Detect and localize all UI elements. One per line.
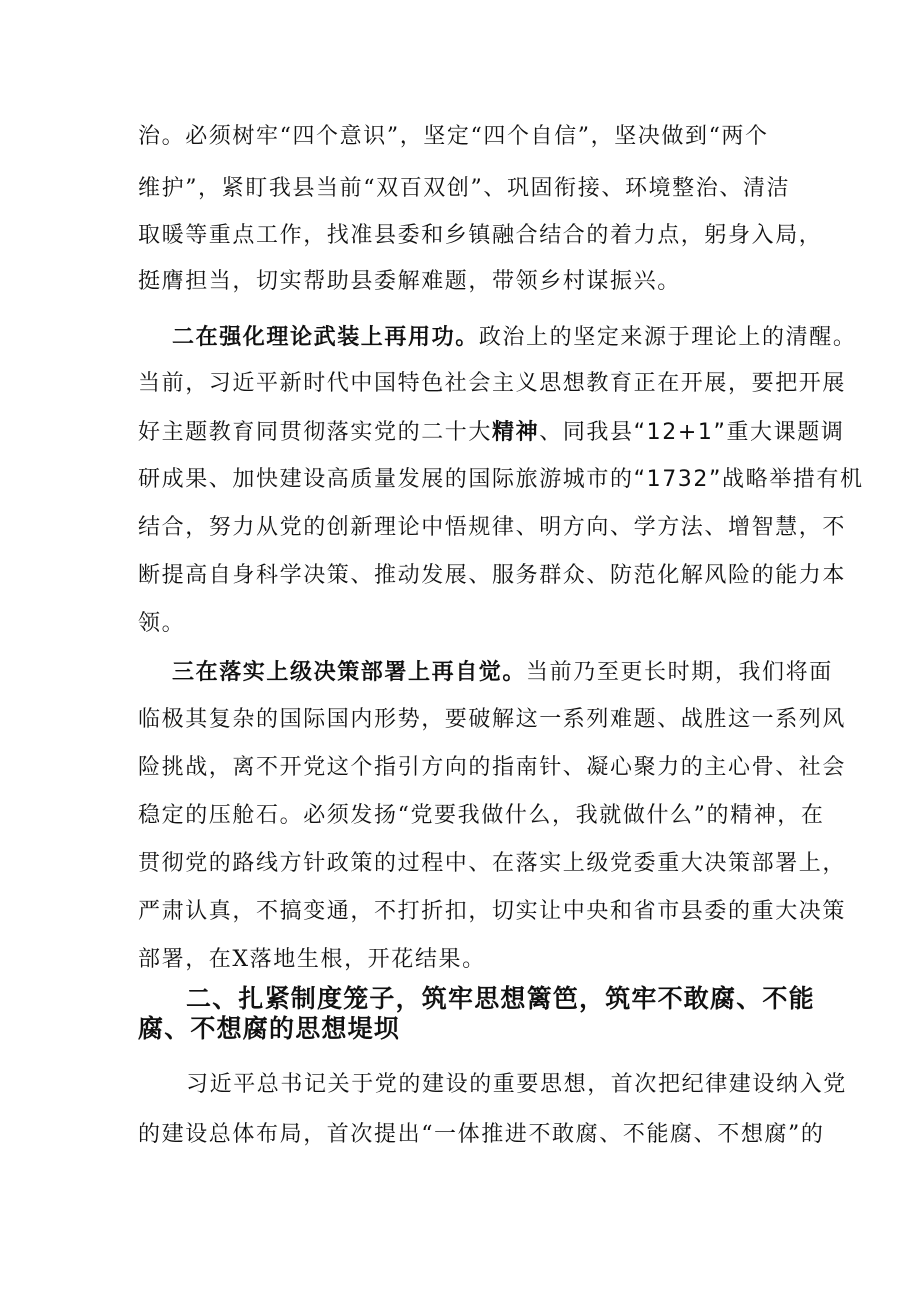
paragraph-3-line-4: 稳定的压舱石。必须发扬“党要我做什么，我就做什么”的精神，在: [138, 803, 825, 828]
paragraph-1-line-4: 挺膺担当，切实帮助县委解难题，带领乡村谋振兴。: [138, 269, 681, 294]
paragraph-2-line-3-d: 重大课题调: [726, 420, 845, 445]
paragraph-2-heading: 二在强化理论武装上再用功。: [172, 324, 479, 350]
paragraph-2-line-3-bold: 精神: [492, 419, 540, 445]
paragraph-3-line-5: 贯彻党的路线方针政策的过程中、在落实上级党委重大决策部署上，: [138, 851, 847, 876]
paragraph-2-line-7: 领。: [138, 611, 186, 636]
paragraph-3-line-2: 临极其复杂的国际国内形势，要破解这一系列难题、战胜这一系列风: [138, 707, 847, 732]
paragraph-2-line-3: [138, 417, 844, 448]
paragraph-3-line-6: 严肃认真，不搞变通，不打折扣，切实让中央和省市县委的重大决策: [138, 899, 847, 924]
paragraph-4-line-1: 习近平总书记关于党的建设的重要思想，首次把纪律建设纳入党: [186, 1072, 847, 1097]
paragraph-2-line-2: 当前，习近平新时代中国特色社会主义思想教育正在开展，要把开展: [138, 371, 847, 396]
paragraph-1-line-1: 治。必须树牢“四个意识”，坚定“四个自信”，坚决做到“两个: [138, 124, 769, 149]
paragraph-3-heading: 三在落实上级决策部署上再自觉。: [172, 659, 527, 685]
paragraph-1-line-3: 取暖等重点工作，找准县委和乡镇融合结合的着力点，躬身入局，: [138, 223, 823, 248]
paragraph-2-line-1: [172, 322, 856, 353]
paragraph-3-line-1-text: 当前乃至更长时期，我们将面: [526, 660, 833, 685]
paragraph-3-line-1: [172, 657, 833, 688]
paragraph-2-line-3-c: “12+1”: [633, 420, 727, 445]
paragraph-2-line-1-text: 政治上的坚定来源于理论上的清醒。: [478, 325, 857, 350]
paragraph-2-line-4-a: 研成果、加快建设高质量发展的国际旅游城市的: [138, 467, 634, 492]
paragraph-3-line-3: 险挑战，离不开党这个指引方向的指南针、凝心聚力的主心骨、社会: [138, 755, 847, 780]
paragraph-1-line-2: 维护”，紧盯我县当前“双百双创”、巩固衔接、环境整治、清洁: [138, 176, 791, 201]
section-2-title-line-1: 二、扎紧制度笼子，筑牢思想篱笆，筑牢不敢腐、不能: [186, 984, 815, 1013]
paragraph-2-line-4-c: 战略举措有机: [722, 467, 864, 492]
paragraph-2-line-4-b: “1732”: [633, 467, 722, 492]
paragraph-2-line-3-b: 、同我县: [539, 420, 634, 445]
paragraph-3-line-7: 部署，在X落地生根，开花结果。: [138, 947, 486, 972]
paragraph-2-line-6: 断提高自身科学决策、推动发展、服务群众、防范化解风险的能力本: [138, 563, 847, 588]
paragraph-2-line-4: [138, 465, 864, 495]
paragraph-2-line-3-a: 好主题教育同贯彻落实党的二十大: [138, 420, 493, 445]
paragraph-2-line-5: 结合，努力从党的创新理论中悟规律、明方向、学方法、增智慧，不: [138, 515, 847, 540]
section-2-title-line-2: 腐、不想腐的思想堤坝: [138, 1014, 401, 1043]
paragraph-4-line-2: 的建设总体布局，首次提出“一体推进不敢腐、不能腐、不想腐”的: [138, 1122, 825, 1147]
